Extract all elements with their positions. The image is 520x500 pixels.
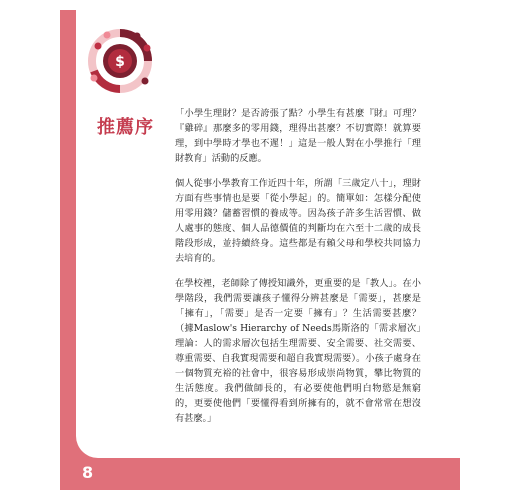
paragraph-3: 在學校裡，老師除了傳授知識外，更重要的是「教人」。在小學階段，我們需要讓孩子懂得分辨甚麼是「需要」，甚麼是「擁有」，「需要」是否一定要「擁有」？生活需要甚麼？（據Maslow's Hierarchy of Needs馬斯洛的「需求層次」理論：人的需求層次包括生理需要、安全需要、社交需要、尊重需要、自我實現需要和超自我實現需要）。小孩子處身在一個物質充裕的社會中，很容易形成崇尚物質，攀比物質的生活態度。我們做師長的，有必要使他們明白物慾是無窮的，更要使他們「要懂得看到所擁有的，就不會常常在想沒有甚麼。」	[175, 278, 421, 424]
paragraph-1: 「小學生理財？是否誇張了點？小學生有甚麼『財』可理？『雞碎』那麼多的零用錢，理得出甚麼？不切實際！就算要理，到中學時才學也不遲！」這是一般人對在小學推行「理財教育」活動的反應。	[175, 108, 421, 164]
section-title: 推薦序	[97, 117, 154, 138]
money-wheel-icon	[85, 26, 155, 96]
body-text	[175, 106, 421, 436]
paragraph-2: 個人從事小學教育工作近四十年，所謂「三歲定八十」，理財方面有些事情也是要「從小學起」的。簡單如：怎樣分配使用零用錢？儲蓄習慣的養成等。因為孩子許多生活習慣、做人處事的態度、個人品德價值的判斷均在六至十二歲的成長階段形成，並持續終身。這些都是有賴父母和學校共同協力去培育的。	[175, 178, 421, 264]
dollar-symbol: $	[115, 54, 125, 70]
page-number: 8	[82, 463, 94, 482]
